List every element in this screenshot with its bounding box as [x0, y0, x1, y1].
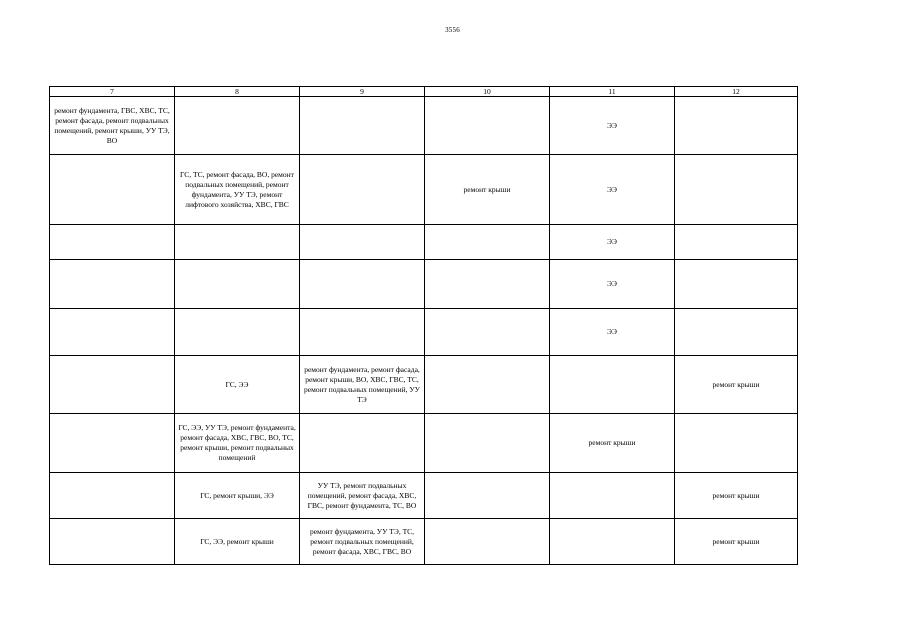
table-cell: [50, 260, 175, 309]
table-row: [50, 473, 798, 519]
table-cell: [550, 356, 675, 414]
table-cell: ремонт крыши: [675, 473, 798, 519]
table-cell: ЭЭ: [550, 97, 675, 155]
table-cell: [425, 519, 550, 565]
table-cell: ЭЭ: [550, 309, 675, 356]
table-cell: [50, 225, 175, 260]
table-cell: [175, 225, 300, 260]
table-cell: [300, 309, 425, 356]
table-row: [50, 225, 798, 260]
column-header: 12: [675, 87, 798, 97]
column-header: 10: [425, 87, 550, 97]
table-cell: [675, 414, 798, 473]
table-cell: ремонт фундамента, УУ ТЭ, ТС, ремонт подвальных помещений, ремонт фасада, ХВС, ГВС, ВО: [300, 519, 425, 565]
table-cell: [675, 260, 798, 309]
table-cell: ремонт фундамента, ГВС, ХВС, ТС, ремонт фасада, ремонт подвальных помещений, ремонт крыши, УУ ТЭ, ВО: [50, 97, 175, 155]
table-cell: [550, 519, 675, 565]
table-cell: ремонт фундамента, ремонт фасада, ремонт крыши, ВО, ХВС, ГВС, ТС, ремонт подвальных помещений, УУ ТЭ: [300, 356, 425, 414]
table-cell: [425, 414, 550, 473]
table-cell: ремонт крыши: [675, 356, 798, 414]
column-header: 11: [550, 87, 675, 97]
table-row: [50, 414, 798, 473]
table-cell: [675, 225, 798, 260]
table-cell: ЭЭ: [550, 225, 675, 260]
table-cell: [50, 414, 175, 473]
table-cell: [425, 309, 550, 356]
table-cell: [300, 155, 425, 225]
table-row: [50, 97, 798, 155]
table-cell: [175, 309, 300, 356]
table-cell: [50, 309, 175, 356]
table-cell: ГС, ЭЭ, УУ ТЭ, ремонт фундамента, ремонт фасада, ХВС, ГВС, ВО, ТС, ремонт крыши, ремонт подвальных помещений: [175, 414, 300, 473]
table-cell: [50, 519, 175, 565]
table-cell: [50, 356, 175, 414]
table-header-row: [50, 87, 798, 97]
table-cell: [425, 225, 550, 260]
table-cell: [425, 260, 550, 309]
table-cell: [675, 309, 798, 356]
table-row: [50, 356, 798, 414]
table-cell: [175, 260, 300, 309]
column-header: 8: [175, 87, 300, 97]
table-cell: ЭЭ: [550, 155, 675, 225]
table-cell: ГС, ТС, ремонт фасада, ВО, ремонт подвальных помещений, ремонт фундамента, УУ ТЭ, ремонт лифтового хозяйства, ХВС, ГВС: [175, 155, 300, 225]
table-cell: [300, 225, 425, 260]
table-cell: [300, 414, 425, 473]
table-cell: [675, 97, 798, 155]
table-cell: [50, 473, 175, 519]
table-cell: [675, 155, 798, 225]
data-table: [49, 86, 798, 565]
page-number: 3556: [445, 26, 460, 34]
table-row: [50, 309, 798, 356]
table-cell: [175, 97, 300, 155]
table-cell: ремонт крыши: [675, 519, 798, 565]
table-cell: ремонт крыши: [550, 414, 675, 473]
table-cell: ГС, ремонт крыши, ЭЭ: [175, 473, 300, 519]
table-cell: УУ ТЭ, ремонт подвальных помещений, ремонт фасада, ХВС, ГВС, ремонт фундамента, ТС, ВО: [300, 473, 425, 519]
table-cell: [425, 97, 550, 155]
table-row: [50, 260, 798, 309]
table-row: [50, 519, 798, 565]
table-cell: ГС, ЭЭ: [175, 356, 300, 414]
table-cell: [425, 356, 550, 414]
table-cell: [550, 473, 675, 519]
column-header: 7: [50, 87, 175, 97]
table-cell: ЭЭ: [550, 260, 675, 309]
table-cell: [300, 260, 425, 309]
table-cell: [300, 97, 425, 155]
table-row: [50, 155, 798, 225]
column-header: 9: [300, 87, 425, 97]
table-cell: ремонт крыши: [425, 155, 550, 225]
table-cell: [425, 473, 550, 519]
table-cell: ГС, ЭЭ, ремонт крыши: [175, 519, 300, 565]
table-cell: [50, 155, 175, 225]
